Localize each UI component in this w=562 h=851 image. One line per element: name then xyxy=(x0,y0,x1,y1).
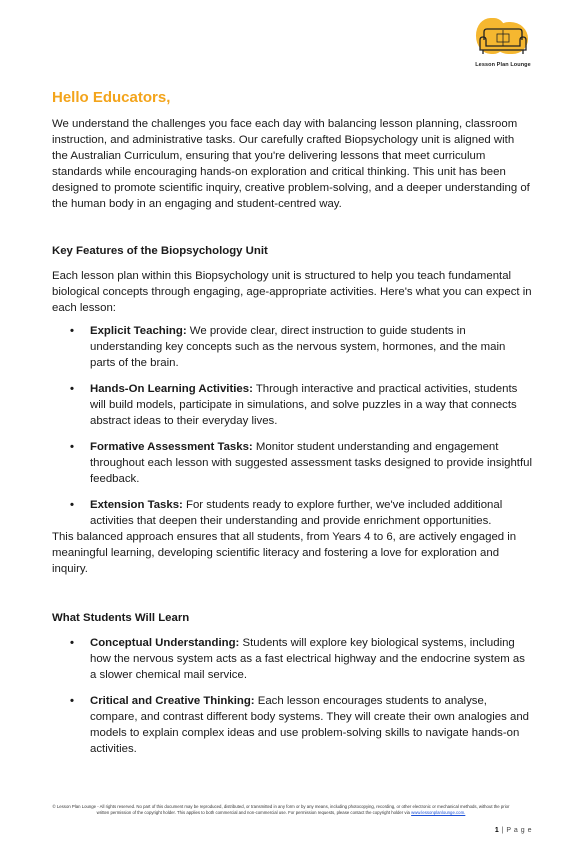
features-list xyxy=(52,323,532,539)
list-item: • Conceptual Understanding: Students will explore key biological systems, including how the nervous system acts as a fast electrical highway and the endocrine system as a slower chemical mail service. xyxy=(70,637,525,681)
list-item: • Hands-On Learning Activities: Through interactive and practical activities, students will build models, participate in simulations, and solve puzzles in a way that connects abstract ideas to their everyday lives. xyxy=(70,383,518,427)
intro-paragraph: We understand the challenges you face each day with balancing lesson planning, classroom instruction, and administrative tasks. Our carefully crafted Biopsychology unit is aligned with the Australian Curriculum, ensuring that you're delivering lessons that meet curriculum standards while encouraging hands-on exploration and critical thinking. This unit has been designed to promote scientific inquiry, creative problem-solving, and a deeper understanding of the human body in an engaging and student-centred way. xyxy=(52,118,530,210)
features-heading: Key Features of the Biopsychology Unit xyxy=(52,245,268,257)
learn-list xyxy=(52,635,532,767)
list-item: • Formative Assessment Tasks: Monitor student understanding and engagement throughout each lesson with suggested assessment tasks designed to provide insightful feedback. xyxy=(70,441,532,485)
list-item: • Critical and Creative Thinking: Each lesson encourages students to analyse, compare, and contrast different body systems. They will create their own analogies and models to explain complex ideas and use problem-solving skills to navigate hands-on activities. xyxy=(70,695,529,755)
features-intro: Each lesson plan within this Biopsychology unit is structured to help you teach fundamental biological concepts through engaging, age-appropriate activities. Here's what you can expect in each lesson: xyxy=(52,270,532,314)
learn-heading: What Students Will Learn xyxy=(52,612,190,624)
greeting: Hello Educators, xyxy=(52,89,171,106)
website-link[interactable]: www.lessonplanlounge.com. xyxy=(411,810,466,815)
sofa-icon xyxy=(470,20,536,60)
list-item: • Extension Tasks: For students ready to explore further, we've included additional activities that deepen their understanding and provide enrichment opportunities. xyxy=(70,499,503,527)
list-item: • Explicit Teaching: We provide clear, direct instruction to guide students in understanding key concepts such as the nervous system, hormones, and the main parts of the brain. xyxy=(70,325,506,369)
page-number: 1 | P a g e xyxy=(494,827,532,834)
features-closing: This balanced approach ensures that all students, from Years 4 to 6, are actively engaged in meaningful learning, developing scientific literacy and fostering a love for exploration and inquiry. xyxy=(52,531,517,575)
logo-text: Lesson Plan Lounge xyxy=(475,62,531,68)
copyright-footer: © Lesson Plan Lounge - All rights reserved. No part of this document may be reproduced, distributed, or transmitted in any form or by any means, including photocopying, recording, or other electronic or mechanical methods, without the prior written permission of the copyright holder. This applies to both commercial and non-commercial use. For permission requests, please contact the copyright holder via www.lessonplanlounge.com. xyxy=(52,804,510,815)
logo xyxy=(470,18,536,68)
